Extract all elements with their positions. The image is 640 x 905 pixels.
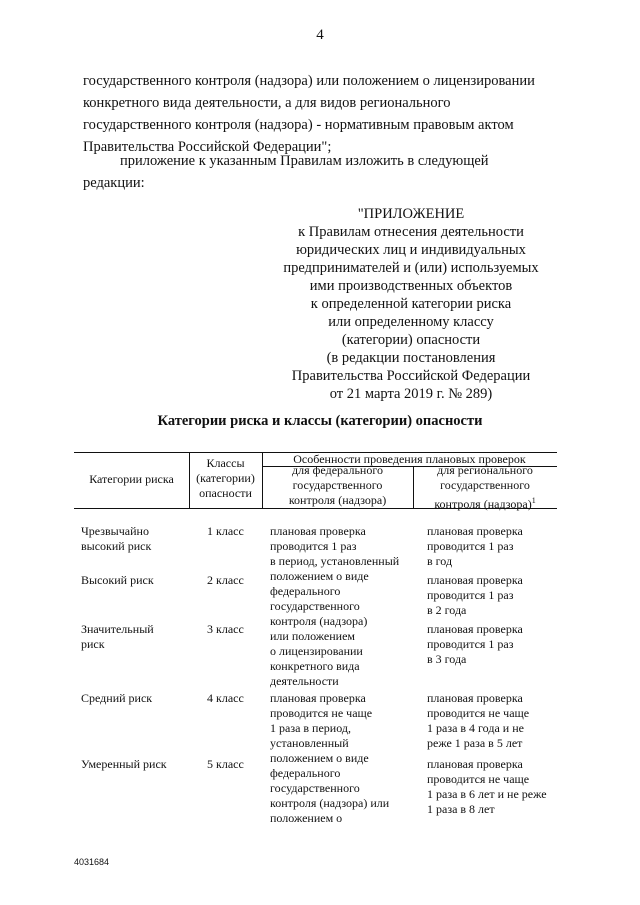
federal-line: конкретного вида [270, 659, 360, 673]
regional-line: проводится не чаще [427, 706, 530, 720]
intro-line: Правительства Российской Федерации"; [83, 139, 332, 155]
federal-line: контроля (надзора) [270, 614, 368, 628]
federal-line: государственного [270, 781, 360, 795]
regional-line: 1 раза в 4 года и не [427, 721, 524, 735]
intro-line: государственного контроля (надзора) или положением о лицензировании [83, 73, 535, 89]
appendix-line: к определенной категории риска [310, 296, 512, 312]
federal-line: деятельности [270, 674, 339, 688]
category-cell [81, 622, 154, 652]
appendix-line: к Правилам отнесения деятельности [298, 224, 524, 240]
federal-line: положением о виде [270, 751, 369, 765]
category-line: риск [81, 637, 105, 651]
regional-cell [427, 524, 523, 569]
category-line: Средний риск [81, 691, 153, 705]
category-cell [81, 757, 167, 772]
regional-line: проводится 1 раз [427, 539, 514, 553]
appendix-line: Правительства Российской Федерации [291, 368, 531, 384]
header-federal-line: для федерального [292, 463, 383, 477]
federal-line: федерального [270, 584, 341, 598]
federal-line: плановая проверка [270, 524, 366, 538]
appendix-line: (в редакции постановления [326, 350, 496, 366]
federal-line: положением о виде [270, 569, 369, 583]
appendix-header [270, 205, 552, 403]
category-line: Умеренный риск [81, 757, 167, 771]
regional-cell [427, 573, 523, 618]
footnote-marker: 1 [531, 496, 536, 505]
regional-line: плановая проверка [427, 691, 523, 705]
header-category: Категории риска [89, 472, 174, 486]
category-line: Чрезвычайно [81, 524, 149, 538]
header-regional-line: для регионального [437, 463, 533, 477]
category-cell [81, 524, 151, 554]
header-regional-line: государственного [440, 478, 530, 492]
instruction-line: редакции: [83, 175, 145, 191]
class-cell: 1 класс [207, 524, 244, 538]
regional-line: проводится не чаще [427, 772, 530, 786]
header-federal-line: государственного [292, 478, 383, 492]
category-line: Значительный [81, 622, 154, 636]
regional-line: 1 раза в 6 лет и не реже [427, 787, 547, 801]
regional-line: проводится 1 раз [427, 637, 514, 651]
federal-line: установленный [270, 736, 349, 750]
header-federal-line: контроля (надзора) [288, 493, 387, 507]
table-title: Категории риска и классы (категории) опасности [157, 413, 483, 429]
category-line: Высокий риск [81, 573, 154, 587]
page-number: 4 [316, 27, 324, 43]
federal-line: о лицензировании [270, 644, 363, 658]
header-regional-text: контроля (надзора) [434, 497, 532, 511]
regional-line: плановая проверка [427, 573, 523, 587]
header-class-line: опасности [199, 486, 252, 500]
regional-line: плановая проверка [427, 622, 523, 636]
federal-line: плановая проверка [270, 691, 366, 705]
regional-line: проводится 1 раз [427, 588, 514, 602]
class-cell: 5 класс [207, 757, 244, 771]
header-class [189, 456, 262, 501]
regional-line: в 3 года [427, 652, 467, 666]
federal-line: положением о [270, 811, 343, 825]
category-cell [81, 573, 154, 588]
regional-cell [427, 691, 529, 751]
federal-cell [270, 524, 399, 689]
regional-line: 1 раза в 8 лет [427, 802, 495, 816]
federal-line: 1 раза в период, [270, 721, 351, 735]
appendix-line: (категории) опасности [341, 332, 481, 348]
header-regional-line [413, 493, 557, 512]
appendix-line: или определенному классу [328, 314, 494, 330]
class-cell: 4 класс [207, 691, 244, 705]
regional-cell [427, 622, 523, 667]
intro-paragraph [83, 70, 561, 158]
intro-line: конкретного вида деятельности, а для видов регионального [83, 95, 451, 111]
federal-cell [270, 691, 389, 826]
category-line: высокий риск [81, 539, 152, 553]
class-cell: 2 класс [207, 573, 244, 587]
header-class-line: Классы [206, 456, 245, 470]
appendix-line: ими производственных объектов [309, 278, 513, 294]
header-group: Особенности проведения плановых проверок [293, 452, 526, 466]
regional-line: плановая проверка [427, 757, 523, 771]
intro-line: государственного контроля (надзора) - нормативным правовым актом [83, 117, 514, 133]
appendix-line: юридических лиц и индивидуальных [296, 242, 526, 258]
federal-line: в период, установленный [270, 554, 400, 568]
class-cell: 3 класс [207, 622, 244, 636]
instruction-paragraph [83, 150, 561, 194]
regional-line: в 2 года [427, 603, 467, 617]
regional-line: реже 1 раза в 5 лет [427, 736, 523, 750]
category-cell [81, 691, 152, 706]
federal-line: проводится не чаще [270, 706, 373, 720]
federal-line: федерального [270, 766, 341, 780]
federal-line: контроля (надзора) или [270, 796, 390, 810]
instruction-line: приложение к указанным Правилам изложить в следующей [120, 153, 489, 169]
federal-line: проводится 1 раз [270, 539, 357, 553]
regional-line: плановая проверка [427, 524, 523, 538]
federal-line: или положением [270, 629, 356, 643]
regional-cell [427, 757, 547, 817]
header-class-line: (категории) [196, 471, 255, 485]
header-regional [413, 463, 557, 512]
regional-line: в год [427, 554, 453, 568]
appendix-line: "ПРИЛОЖЕНИЕ [357, 206, 465, 222]
appendix-line: предпринимателей и (или) используемых [283, 260, 539, 276]
appendix-line: от 21 марта 2019 г. № 289) [329, 386, 493, 402]
federal-line: государственного [270, 599, 360, 613]
document-code: 4031684 [74, 857, 110, 867]
header-federal [262, 463, 413, 508]
